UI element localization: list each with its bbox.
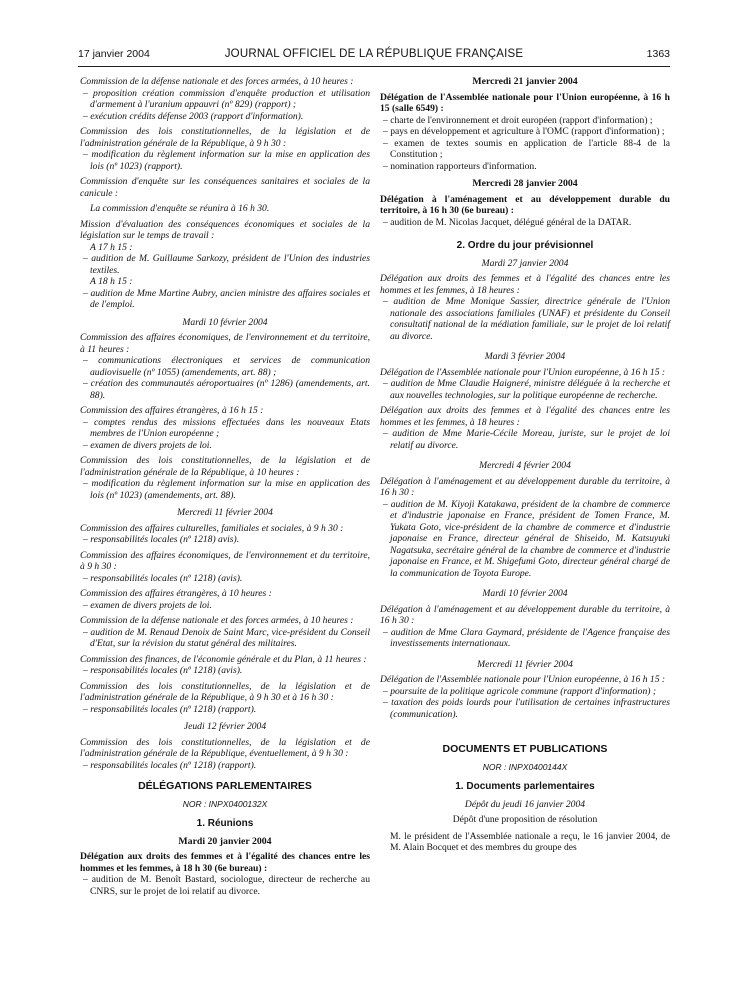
- paragraph: Délégation aux droits des femmes et à l'égalité des chances entre les hommes et les femmes, à 18 h 30 (6e bureau) :: [80, 851, 370, 874]
- list-item: – audition de Mme Monique Sassier, directrice générale de l'Union nationale des associations familiales (UNAF) et présidente du Conseil consultatif national de la médiation familiale, sur le projet de loi relatif au divorce.: [383, 296, 670, 342]
- paragraph: Délégation de l'Assemblée nationale pour l'Union européenne, à 16 h 15 :: [380, 366, 666, 378]
- right-column: [380, 76, 670, 854]
- list-item: – examen de divers projets de loi.: [83, 599, 212, 611]
- list-item: – audition de Mme Claudie Haigneré, ministre déléguée à la recherche et aux nouvelles technologies, sur la politique européenne de recherche.: [383, 378, 670, 401]
- left-column: [80, 76, 370, 897]
- list-item: – responsabilités locales (nº 1218) (avis).: [83, 665, 243, 676]
- list-item: – modification du règlement information sur la mise en application des lois (nº 1023) (amendements, art. 88).: [83, 478, 370, 501]
- subsection-heading: 1. Réunions: [196, 818, 254, 829]
- list-item: – responsabilités locales (nº 1218) (avis).: [83, 572, 243, 584]
- date-heading: Mercredi 21 janvier 2004: [472, 76, 578, 87]
- list-item: – audition de M. Nicolas Jacquet, délégué général de la DATAR.: [383, 216, 632, 228]
- list-item: – audition de M. Renaud Denoix de Saint Marc, vice-président du Conseil d'Etat, sur la révision du statut général des militaires.: [83, 626, 370, 649]
- paragraph: Commission des affaires économiques, de l'environnement et du territoire, à 11 heures :: [80, 332, 370, 355]
- paragraph: Commission des lois constitutionnelles, de la législation et de l'administration générale de la République, à 9 h 30 :: [80, 126, 370, 149]
- time-label: A 18 h 15 :: [90, 276, 133, 287]
- list-item: – audition de Mme Marie-Cécile Moreau, juriste, sur le projet de loi relatif au divorce.: [383, 428, 670, 451]
- paragraph: Délégation aux droits des femmes et à l'égalité des chances entre les hommes et les femmes, à 18 heures :: [380, 405, 670, 428]
- date-heading: Mardi 3 février 2004: [484, 351, 566, 362]
- list-item: – modification du règlement information sur la mise en application des lois (nº 1023) (rapport).: [83, 149, 370, 172]
- header-rule: [78, 66, 670, 67]
- list-item: – création des communautés aéroportuaires (nº 1286) (amendements, art. 88).: [83, 378, 370, 401]
- paragraph: Commission des finances, de l'économie générale et du Plan, à 11 heures :: [80, 653, 367, 665]
- paragraph: Délégation à l'aménagement et au développement durable du territoire, à 16 h 30 :: [380, 475, 670, 498]
- paragraph: Commission de la défense nationale et des forces armées, à 10 heures :: [80, 615, 354, 626]
- paragraph: Commission de la défense nationale et des forces armées, à 10 heures :: [80, 76, 354, 87]
- list-item: – charte de l'environnement et droit européen (rapport d'information) ;: [383, 114, 653, 126]
- date-heading: Mercredi 11 février 2004: [477, 658, 573, 670]
- paragraph: Commission des lois constitutionnelles, de la législation et de l'administration générale de la République, à 9 h 30 et à 16 h 30 :: [80, 680, 370, 703]
- list-item: – nomination rapporteurs d'information.: [383, 160, 537, 172]
- paragraph: Délégation de l'Assemblée nationale pour l'Union européenne, à 16 h 15 (salle 6549) :: [380, 91, 670, 114]
- paragraph: Délégation à l'aménagement et au développement durable du territoire, à 16 h 30 (6e bureau) :: [380, 193, 670, 216]
- paragraph: Délégation à l'aménagement et au développement durable du territoire, à 16 h 30 :: [380, 603, 670, 626]
- paragraph: Commission des affaires économiques, de l'environnement et du territoire, à 9 h 30 :: [80, 549, 370, 572]
- date-heading: Dépôt du jeudi 16 janvier 2004: [464, 798, 586, 810]
- paragraph: Délégation aux droits des femmes et à l'égalité des chances entre les hommes et les femmes, à 18 heures :: [380, 273, 670, 296]
- paragraph: Mission d'évaluation des conséquences économiques et sociales de la législation sur le temps de travail :: [80, 218, 370, 241]
- list-item: – responsabilités locales (nº 1218) (rapport).: [83, 703, 257, 715]
- paragraph: La commission d'enquête se réunira à 16 h 30.: [90, 203, 270, 214]
- list-item: – communications électroniques et services de communication audiovisuelle (nº 1055) (amendements, art. 88) ;: [83, 355, 370, 378]
- list-item: – examen de divers projets de loi.: [83, 439, 212, 451]
- list-item: – responsabilités locales (nº 1218) avis).: [83, 534, 240, 545]
- paragraph: Délégation de l'Assemblée nationale pour l'Union européenne, à 16 h 15 :: [380, 674, 666, 685]
- paragraph: Commission des lois constitutionnelles, de la législation et de l'administration générale de la République, à 10 heures :: [80, 455, 370, 478]
- nor-reference: NOR : INPX0400144X: [482, 761, 568, 772]
- date-heading: Jeudi 12 février 2004: [183, 721, 267, 732]
- list-item: – poursuite de la politique agricole commune (rapport d'information) ;: [383, 685, 657, 697]
- time-label: A 17 h 15 :: [90, 241, 133, 253]
- section-heading: DOCUMENTS ET PUBLICATIONS: [442, 743, 608, 755]
- subsection-heading: 2. Ordre du jour prévisionnel: [456, 240, 594, 251]
- list-item: – audition de M. Benoît Bastard, sociologue, directeur de recherche au CNRS, sur le projet de loi relatif au divorce.: [83, 874, 370, 897]
- list-item: – exécution crédits défense 2003 (rapport d'information).: [83, 110, 304, 122]
- date-heading: Mardi 10 février 2004: [482, 588, 568, 599]
- list-item: – examen de textes soumis en application de l'article 88-4 de la Constitution ;: [383, 137, 670, 160]
- header-title: JOURNAL OFFICIEL DE LA RÉPUBLIQUE FRANÇAISE: [224, 48, 524, 60]
- paragraph: Commission des lois constitutionnelles, de la législation et de l'administration générale de la République, éventuellement, à 9 h 30 :: [80, 736, 370, 759]
- date-heading: Mardi 20 janvier 2004: [178, 835, 272, 847]
- paragraph: Commission d'enquête sur les conséquences sanitaires et sociales de la canicule :: [80, 176, 370, 199]
- list-item: – audition de Mme Clara Gaymard, présidente de l'Agence française des investissements internationaux.: [383, 626, 670, 649]
- paragraph: Commission des affaires étrangères, à 16 h 15 :: [80, 405, 264, 416]
- paragraph: Commission des affaires culturelles, familiales et sociales, à 9 h 30 :: [80, 522, 344, 534]
- page-header: [78, 48, 670, 62]
- date-heading: Mercredi 28 janvier 2004: [472, 178, 578, 189]
- date-heading: Mercredi 4 février 2004: [479, 460, 571, 471]
- list-item: – audition de M. Guillaume Sarkozy, président de l'Union des industries textiles.: [83, 253, 370, 276]
- date-heading: Mardi 27 janvier 2004: [481, 257, 569, 269]
- date-heading: Mercredi 11 février 2004: [177, 507, 273, 518]
- list-item: – audition de M. Kiyoji Katakawa, président de la chambre de commerce et d'industrie japonaise en France, président de Tomen France, M. Yukata Goto, vice-président de la chambre de commerce et d'industrie japonaise en France, directeur général de Shiseido, M. Katsuyuki Nagatsuka, secrétaire général de la chambre de commerce et d'industrie japonaise en France, et M. Shigefumi Goto, directeur général chargé de la communication de Toyota Europe.: [383, 498, 670, 579]
- subheading: Dépôt d'une proposition de résolution: [452, 814, 598, 825]
- list-item: – pays en développement et agriculture à l'OMC (rapport d'information) ;: [383, 126, 665, 137]
- subsection-heading: 1. Documents parlementaires: [455, 781, 595, 792]
- section-heading: DÉLÉGATIONS PARLEMENTAIRES: [138, 780, 312, 792]
- list-item: – audition de Mme Martine Aubry, ancien ministre des affaires sociales et de l'emploi.: [83, 287, 370, 310]
- list-item: – proposition création commission d'enquête production et utilisation d'armement à l'uranium appauvri (nº 829) (rapport) ;: [83, 87, 370, 110]
- list-item: – taxation des poids lourds pour l'utilisation de certaines infrastructures (communication).: [383, 697, 670, 720]
- list-item: – responsabilités locales (nº 1218) (rapport).: [83, 759, 257, 771]
- date-heading: Mardi 10 février 2004: [182, 316, 268, 328]
- nor-reference: NOR : INPX0400132X: [182, 798, 268, 809]
- page-number: 1363: [646, 48, 670, 60]
- list-item: – comptes rendus des missions effectuées dans les nouveaux Etats membres de l'Union européenne ;: [83, 416, 370, 439]
- header-date: 17 janvier 2004: [78, 48, 150, 60]
- paragraph: M. le président de l'Assemblée nationale a reçu, le 16 janvier 2004, de M. Alain Bocquet et des membres du groupe des: [390, 830, 670, 853]
- paragraph: Commission des affaires étrangères, à 10 heures :: [80, 588, 272, 599]
